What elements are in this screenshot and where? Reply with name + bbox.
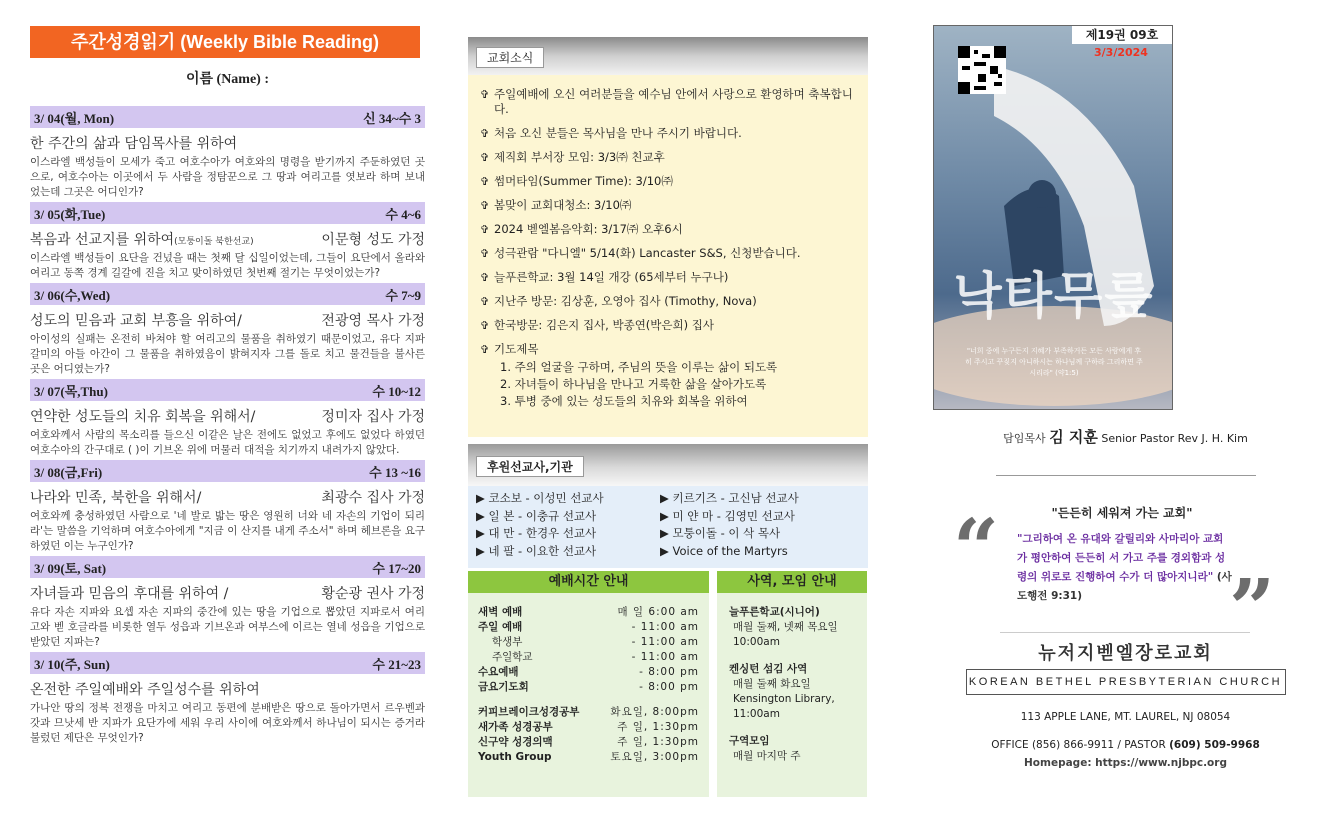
schedule-label: Youth Group [478,751,552,763]
cross-icon: ✞ [480,343,490,356]
day-date: 3/ 08(금,Fri) [34,464,103,480]
day-prayer-topic: 성도의 믿음과 교회 부흥을 위하여/ [30,313,242,329]
ministry-name: 켄싱턴 섬김 사역 [729,663,808,675]
day-heading [30,679,425,699]
news-text: 썸머타임(Summer Time): 3/10㈜ [494,174,673,188]
schedule-label: 학생부 [492,636,523,648]
close-quote-icon: ” [1229,561,1276,655]
spacer [478,695,699,705]
schedule-label: 주일 예배 [478,621,523,633]
day-ref: 수 17~20 [372,560,421,576]
cross-icon: ✞ [480,88,490,101]
pastor-line [933,426,1318,447]
divider [1000,632,1250,633]
schedule-time: - 11:00 am [631,651,699,663]
cross-icon: ✞ [480,127,490,140]
day-date: 3/ 06(수,Wed) [34,287,111,303]
cross-icon: ✞ [480,151,490,164]
day-prayer-topic: 복음과 선교지를 위하여 [30,232,175,248]
day-ref: 수 7~9 [385,287,421,303]
day-prayer-topic: 연약한 성도들의 치유 회복을 위해서/ [30,409,256,425]
mission-item: ▶ 모퉁이돌 - 이 삭 목사 [660,526,781,540]
news-item [480,198,856,213]
schedule-time: 주 일, 1:30pm [617,721,699,733]
ministry-detail: 매월 마지막 주 [733,750,801,762]
middle-column [468,37,868,797]
schedule-label: 신구약 성경의맥 [478,736,553,748]
schedule-row [478,680,699,695]
cross-icon: ✞ [480,319,490,332]
schedule-time: - 8:00 pm [639,666,699,678]
prayer-list [494,359,856,410]
schedule-time: - 11:00 am [631,621,699,633]
news-item [480,150,856,165]
info-row [468,571,868,797]
church-name: 뉴저지벧엘장로교회 [1038,643,1213,664]
day-family: 정미자 집사 가정 [321,409,425,425]
day-ref: 수 10~12 [372,383,421,399]
ministry-name: 늘푸른학교(시니어) [729,606,820,618]
reading-day [30,652,425,746]
day-family: 황순광 권사 가정 [321,586,425,602]
news-box [468,37,868,437]
day-heading-left [30,487,201,507]
news-item [480,126,856,141]
news-list [468,75,868,410]
news-item [480,270,856,285]
divider [996,475,1256,476]
day-prayer-topic: 한 주간의 삶과 담임목사를 위하여 [30,136,238,152]
schedule-row [478,750,699,765]
cover-verse: "너희 중에 누구든지 지혜가 부족하거든 모든 사람에게 후히 주시고 꾸짖지 아니하시는 하나님께 구하라 그리하면 주시리라" (약1:5) [965,347,1143,377]
open-quote-icon: “ [953,501,1000,595]
schedule-row [478,735,699,750]
day-ref: 신 34~수 3 [363,110,421,126]
day-heading [30,406,425,426]
office-phone: OFFICE (856) 866-9911 / PASTOR [991,739,1170,751]
news-text: 성극관람 "다니엘" 5/14(화) Lancaster S&S, 신청받습니다. [494,246,801,260]
day-bar [30,652,425,674]
day-question: 유다 자손 지파와 요셉 자손 지파의 중간에 있는 땅을 기업으로 뽑았던 지파로서 여리고와 벧 호글라를 비롯한 열두 성읍과 기브온과 여부스에 이르는 열네 성읍을 기업으로 받았던 지파는? [30,606,425,648]
church-address: 113 APPLE LANE, MT. LAUREL, NJ 08054 [1020,711,1231,723]
day-date: 3/ 09(토, Sat) [34,560,107,576]
day-question: 여호와께서 사람의 목소리를 들으신 이같은 날은 전에도 없었고 후에도 없었다 하였던 여호수아의 간구대로 ( )이 기브온 위에 머물러 대적을 치기까지 내려가지 않았다. [30,429,425,456]
schedule-time: 매 일 6:00 am [617,606,699,618]
ministry-name: 구역모임 [729,735,770,747]
prayer-point: 2. 자녀들이 하나님을 만나고 거룩한 삶을 살아가도록 [500,377,767,391]
day-date: 3/ 05(화,Tue) [34,206,106,222]
day-bar [30,106,425,128]
contact-line [933,739,1318,751]
ministry-box [717,571,867,797]
schedule-row [478,650,699,665]
day-family: 이문형 성도 가정 [321,232,425,248]
day-bar [30,283,425,305]
ministry-detail: 매월 둘째 화요일 Kensington Library, 11:00am [733,678,835,720]
day-heading-left [30,679,260,699]
news-text: 주일예배에 오신 여러분들을 예수님 안에서 사랑으로 환영하며 축복합니다. [494,87,853,116]
prayer-title: 기도제목 [494,342,539,356]
news-text: 제직회 부서장 모임: 3/3㈜ 친교후 [494,150,665,164]
mission-item: ▶ 키르기즈 - 고신남 선교사 [660,491,799,505]
day-heading [30,133,425,153]
reading-day [30,556,425,650]
day-prayer-topic: 나라와 민족, 북한을 위해서/ [30,490,202,506]
day-date: 3/ 07(목,Thu) [34,383,108,399]
ministry-detail: 매월 둘째, 넷째 목요일 10:00am [733,621,838,648]
cross-icon: ✞ [480,223,490,236]
schedule-row [478,720,699,735]
church-name-en: KOREAN BETHEL PRESBYTERIAN CHURCH [966,669,1286,695]
homepage-link[interactable]: Homepage: https://www.njbpc.org [1024,757,1227,769]
reading-day [30,202,425,281]
cross-icon: ✞ [480,271,490,284]
pastor-label: 담임목사 [1003,432,1046,445]
cross-icon: ✞ [480,199,490,212]
missions-grid [468,486,868,564]
missions-right [660,490,860,560]
schedule-time: 토요일, 3:00pm [610,751,699,763]
news-text: 지난주 방문: 김상훈, 오영아 집사 (Timothy, Nova) [494,294,757,308]
mission-item: ▶ 코소보 - 이성민 선교사 [476,491,604,505]
mission-item: ▶ Voice of the Martyrs [660,543,788,558]
mission-item: ▶ 미 얀 마 - 김영민 선교사 [660,508,795,523]
day-ref: 수 4~6 [385,206,421,222]
day-bar [30,202,425,224]
reading-day [30,106,425,200]
news-text: 늘푸른학교: 3월 14일 개강 (65세부터 누구나) [494,270,729,284]
missions-header [468,444,868,486]
schedule-label: 수요예배 [478,666,519,678]
news-item [480,246,856,261]
day-question: 이스라엘 백성들이 모세가 죽고 여호수아가 여호와의 명령을 받기까지 주둔하였던 곳으로, 여호수아는 이곳에서 두 사람을 정탐꾼으로 그 땅과 여리고를 엿보라 하며 보내었는데 그곳은 어디인가? [30,156,425,198]
day-bar [30,379,425,401]
motto-title: "든든히 세워져 가는 교회" [1051,506,1193,520]
right-column [933,25,1318,769]
schedule-label: 새벽 예배 [478,606,523,618]
name-label: 이름 (Name) : [185,72,270,87]
news-text: 처음 오신 분들은 목사님을 만나 주시기 바랍니다. [494,126,742,140]
qr-code[interactable] [958,46,1006,94]
day-ref: 수 13 ~16 [369,464,421,480]
reading-title: 주간성경읽기 (Weekly Bible Reading) [30,26,420,58]
day-bar [30,460,425,482]
motto-verse: "그리하여 온 유대와 갈릴리와 사마리아 교회가 평안하여 든든히 서 가고 주를 경외함과 성령의 위로로 진행하여 수가 더 많아지니라" [1017,533,1226,583]
day-bar [30,556,425,578]
day-prayer-sub: (모퉁이돌 북한선교) [174,237,254,247]
day-question: 여호와께 충성하였던 사람으로 '네 발로 밟는 땅은 영원히 너와 네 자손의 기업이 되리라'는 말씀을 기억하며 여호수아에게 "지금 이 산지를 내게 주소서" 하며 헤브론을 요구하였던 이는 누구인가? [30,510,425,552]
news-text: 2024 벧엘봄음악회: 3/17㈜ 오후6시 [494,222,683,236]
schedule-box [468,571,709,797]
news-tag: 교회소식 [476,47,544,68]
schedule-title: 예배시간 안내 [468,571,709,593]
prayer-point: 3. 투병 중에 있는 성도들의 치유와 회복을 위하여 [500,394,748,408]
schedule-label: 새가족 성경공부 [478,721,553,733]
day-date: 3/ 10(주, Sun) [34,656,110,672]
day-question: 아이성의 실패는 온전히 바쳐야 할 여리고의 물품을 취하였기 때문이었고, 유다 지파 갈미의 아들 아간이 그 물품을 취하였음이 밝혀지자 그를 돌로 치고 물건들을 불사른 곳은 어디였는가? [30,333,425,375]
schedule-table [468,593,709,765]
day-heading [30,229,425,249]
motto-ref: (사도행전 9:31) [1017,571,1232,602]
motto-text [1017,530,1232,606]
news-item [480,294,856,309]
schedule-row [478,605,699,620]
day-heading-left [30,133,237,153]
day-heading [30,583,425,603]
pastor-name: 김 지훈 [1049,428,1098,446]
missions-tag: 후원선교사,기관 [476,456,584,477]
pastor-phone: (609) 509-9968 [1169,739,1260,751]
schedule-row [478,665,699,680]
news-header [468,37,868,75]
day-prayer-topic: 자녀들과 믿음의 후대를 위하여 / [30,586,229,602]
day-question: 가나안 땅의 정복 전쟁을 마치고 여리고 동편에 분배받은 땅으로 돌아가면서 르우벤과 갓과 므낫세 반 지파가 요단가에 세워 우리 사이에 여호와께서 하나님이 되시는 증거라 불렀던 제단은 무엇인가? [30,702,425,744]
issue-number: 제19권 09호 [1072,26,1172,44]
mission-item: ▶ 대 만 - 한경우 선교사 [476,526,597,540]
news-text: 봄맞이 교회대청소: 3/10㈜ [494,198,632,212]
cross-icon: ✞ [480,247,490,260]
schedule-time: 화요일, 8:00pm [610,706,699,718]
day-date: 3/ 04(월, Mon) [34,110,115,126]
reading-days [30,106,425,746]
schedule-label: 금요기도회 [478,681,529,693]
cross-icon: ✞ [480,175,490,188]
day-heading-left [30,583,228,603]
news-text: 한국방문: 김은지 집사, 박종연(박은희) 집사 [494,318,714,332]
day-heading-left [30,310,242,330]
news-item [480,87,856,117]
missions-box [468,444,868,568]
schedule-label: 커피브레이크성경공부 [478,706,580,718]
day-family: 최광수 집사 가정 [321,490,425,506]
day-prayer-topic: 온전한 주일예배와 주일성수를 위하여 [30,682,260,698]
reading-day [30,460,425,554]
cover-title: 낙타무릎 [953,267,1155,325]
mission-item: ▶ 일 본 - 이충규 선교사 [476,508,597,523]
reading-day [30,283,425,377]
day-heading [30,487,425,507]
schedule-row [478,620,699,635]
schedule-time: - 8:00 pm [639,681,699,693]
day-heading-left [30,406,255,426]
mission-item: ▶ 네 팔 - 이요한 선교사 [476,543,597,558]
ministry-list [717,593,867,764]
schedule-time: - 11:00 am [631,636,699,648]
schedule-row [478,635,699,650]
schedule-row [478,705,699,720]
news-item [480,174,856,189]
cross-icon: ✞ [480,295,490,308]
day-question: 이스라엘 백성들이 요단을 건넜을 때는 첫째 달 십일이었는데, 그들이 요단에서 올라와 여리고 동쪽 경계 길갈에 진을 치고 맞이하였던 첫번째 절기는 무엇이었는가? [30,252,425,279]
prayer-point: 1. 주의 얼굴을 구하며, 주님의 뜻을 이루는 삶이 되도록 [500,360,778,374]
prayer-item [480,342,856,410]
ministry-title: 사역, 모임 안내 [717,571,867,593]
day-heading [30,310,425,330]
missions-left [476,490,660,560]
bible-reading-section [30,26,425,806]
news-item [480,222,856,237]
day-heading-left [30,229,254,249]
reading-day [30,379,425,458]
schedule-label: 주일학교 [492,651,533,663]
day-ref: 수 21~23 [372,656,421,672]
day-family: 전광영 목사 가정 [321,313,425,329]
news-item [480,318,856,333]
pastor-en: Senior Pastor Rev J. H. Kim [1101,432,1248,445]
schedule-time: 주 일, 1:30pm [617,736,699,748]
cover-image [933,25,1173,410]
issue-date: 3/3/2024 [1094,46,1148,59]
